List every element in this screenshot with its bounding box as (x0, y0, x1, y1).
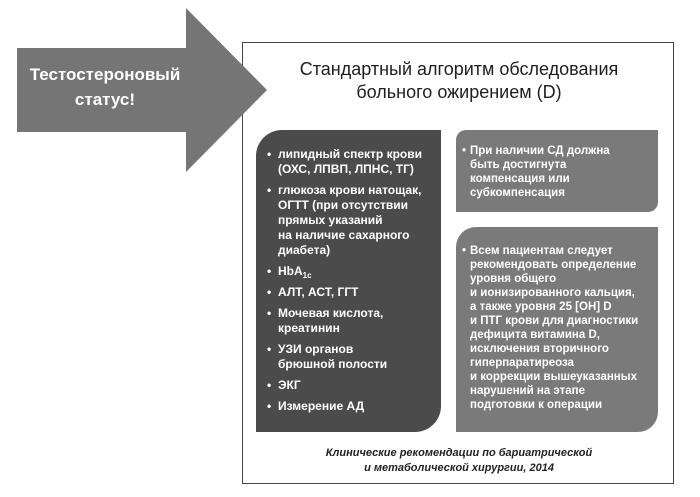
citation-line-1: Клинические рекомендации по бариатрической (325, 447, 593, 459)
diagram-title (242, 58, 676, 104)
arrow-label (17, 62, 193, 112)
source-citation (242, 446, 676, 476)
list-item: • УЗИ органов брюшной полости (267, 342, 388, 371)
bullet-icon: • (267, 285, 272, 299)
list-item: • Всем пациентам следует рекомендовать определение уровня общего и ионизированного кальция, а также уровня 25 [OH] D и ПТГ крови для диагностики дефицита витамина D, исключения вторичного гиперпаратиреоза и коррекции вышеуказанных нарушений на этапе подготовки к операции (462, 245, 639, 411)
title-line-2: больного ожирением (D) (356, 82, 562, 102)
diabetes-note-panel (456, 130, 658, 212)
list-item: • АЛТ, АСТ, ГГТ (267, 285, 359, 299)
calcium-note-panel (456, 227, 658, 432)
bullet-icon: • (267, 264, 272, 278)
list-item: • глюкоза крови натощак, ОГТТ (при отсутствии прямых указаний на наличие сахарного диабета) (267, 183, 422, 257)
bullet-icon: • (267, 147, 272, 161)
bullet-icon: • (267, 183, 272, 197)
list-item: • HbA$_{1c}$ (267, 264, 312, 280)
arrow-label-line-1: Тестостероновый (29, 65, 181, 84)
list-item: • Измерение АД (267, 399, 365, 413)
citation-line-2: и метаболической хирургии, 2014 (364, 462, 554, 474)
exam-list-panel (256, 130, 441, 432)
bullet-icon: • (462, 145, 467, 157)
bullet-icon: • (267, 306, 272, 320)
list-item: • Мочевая кислота, креатинин (267, 306, 384, 335)
exam-list (267, 147, 435, 414)
bullet-icon: • (267, 342, 272, 356)
bullet-icon: • (267, 378, 272, 392)
list-item: • При наличии СД должна быть достигнута компенсация или субкомпенсация (462, 145, 610, 199)
list-item: • ЭКГ (267, 378, 301, 392)
title-line-1: Стандартный алгоритм обследования (299, 59, 619, 79)
bullet-icon: • (267, 399, 272, 413)
arrow-label-line-2: статус! (74, 90, 136, 109)
bullet-icon: • (462, 245, 467, 257)
list-item: • липидный спектр крови (ОХС, ЛПВП, ЛПНС, ТГ) (267, 147, 423, 176)
